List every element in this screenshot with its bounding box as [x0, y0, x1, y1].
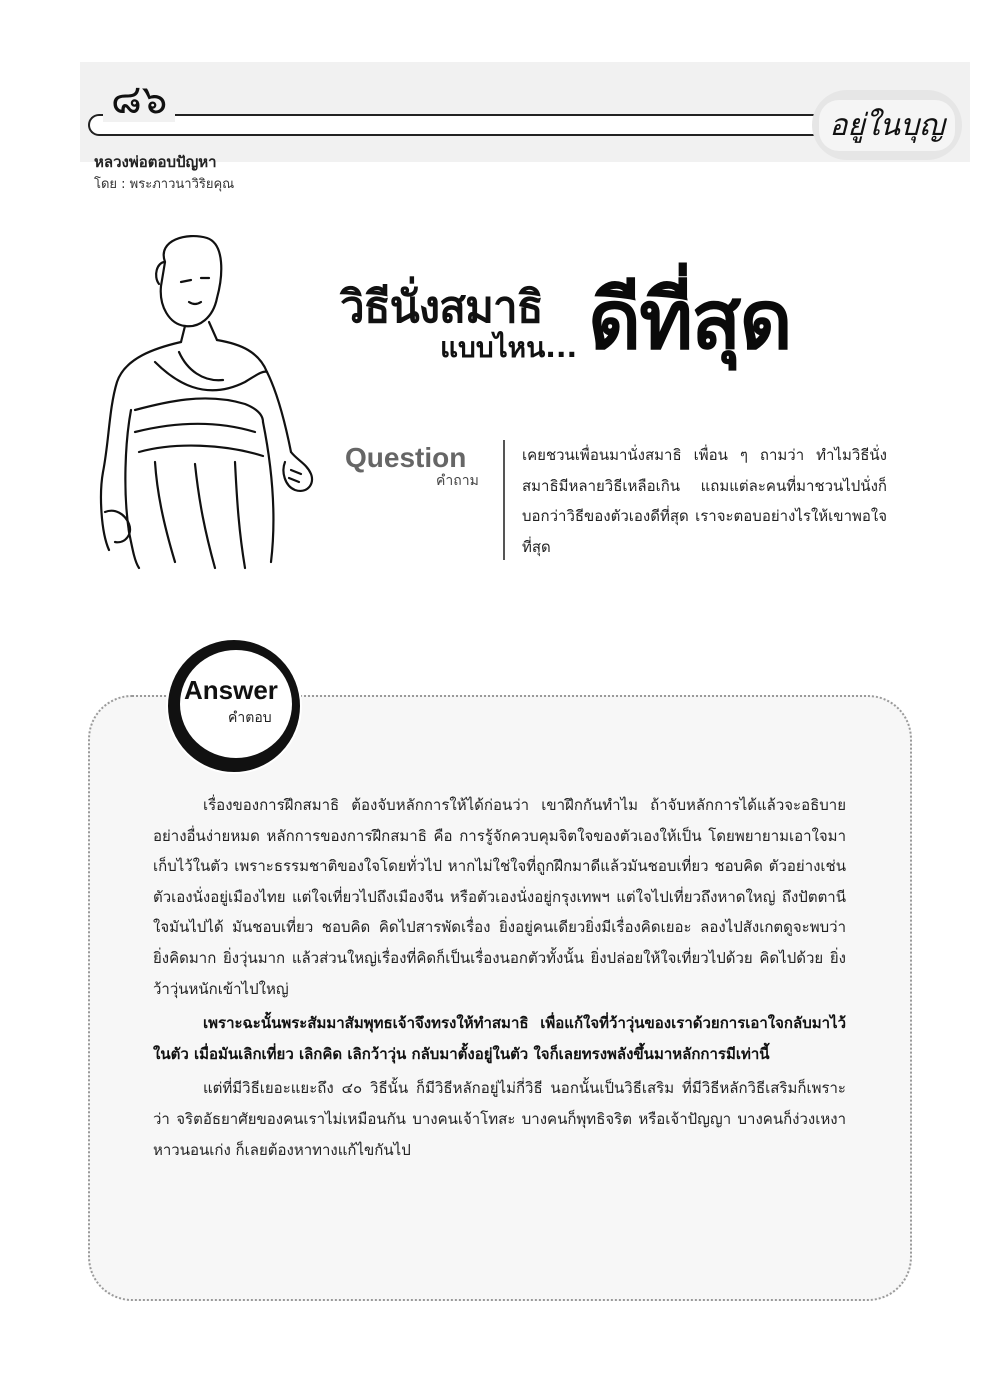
- headline-emphasis: ดีที่สุด: [588, 273, 791, 368]
- answer-paragraph: แต่ที่มีวิธีเยอะแยะถึง ๔๐ วิธีนั้น ก็มีวิธีหลักอยู่ไม่กี่วิธี นอกนั้นเป็นวิธีเสริม ที่มีวิธีหลักวิธีเสริมก็เพราะว่า จริตอัธยาศัยของคนเราไม่เหมือนกัน บางคนเจ้าโทสะ บางคนก็พุทธิจริต หรือเจ้าปัญญา บางคนก็ง่วงเหงาหาวนอนเก่ง ก็เลยต้องหาทางแก้ไขกันไป: [153, 1079, 846, 1159]
- answer-paragraph: เรื่องของการฝึกสมาธิ ต้องจับหลักการให้ได้ก่อนว่า เขาฝึกกันทำไม ถ้าจับหลักการได้แล้วจะอธิบายอย่างอื่นง่ายหมด หลักการของการฝึกสมาธิ คือ การรู้จักควบคุมจิตใจของตัวเองให้เป็น โดยพยายามเอาใจมาเก็บไว้ในตัว เพราะธรรมชาติของใจโดยทั่วไป หากไม่ใช่ใจที่ถูกฝึกมาดีแล้วมันชอบเที่ยว ชอบคิด ตัวอย่างเช่น ตัวเองนั่งอยู่เมืองไทย แต่ใจเที่ยวไปถึงเมืองจีน หรือตัวเองนั่งอยู่กรุงเทพฯ แต่ใจไปเที่ยวถึงหาดใหญ่ ถึงปัตตานี ใจมันไปได้ มันชอบเที่ยว ชอบคิด คิดไปสารพัดเรื่อง ยิ่งอยู่คนเดียวยิ่งมีเรื่องคิดเยอะ ลองไปสังเกตดูจะพบว่า ยิ่งคิดมาก ยิ่งวุ่นมาก แล้วส่วนใหญ่เรื่องที่คิดก็เป็นเรื่องนอกตัวทั้งนั้น ยิ่งปล่อยให้ใจเที่ยวไปด้วย คิดไปด้วย ยิ่งว้าวุ่นหนักเข้าไปใหญ่: [153, 796, 846, 998]
- question-divider: [503, 440, 505, 560]
- question-label: Question: [345, 442, 467, 473]
- answer-paragraph-bold: เพราะฉะนั้นพระสัมมาสัมพุทธเจ้าจึงทรงให้ทำสมาธิ เพื่อแก้ใจที่ว้าวุ่นของเราด้วยการเอาใจกลับมาไว้ในตัว เมื่อมันเลิกเที่ยว เลิกคิด เลิกว้าวุ่น กลับมาตั้งอยู่ในตัว ใจก็เลยทรงพลังขึ้นมาหลักการมีเท่านี้: [153, 1014, 846, 1063]
- question-text: เคยชวนเพื่อนมานั่งสมาธิ เพื่อน ๆ ถามว่า ทำไมวิธีนั่งสมาธิมีหลายวิธีเหลือเกิน แถมแต่ละคนที่มาชวนไปนั่งก็บอกว่าวิธีของตัวเองดีที่สุด เราจะตอบอย่างไรให้เขาพอใจที่สุด: [522, 446, 887, 556]
- headline-line-1: วิธีนั่งสมาธิ: [340, 282, 543, 333]
- byline: โดย : พระภาวนาวิริยคุณ: [94, 177, 235, 192]
- header-rule: [88, 114, 825, 136]
- magazine-logo: [812, 90, 962, 160]
- answer-body: [153, 790, 846, 1169]
- headline-line-2: แบบไหน...: [440, 331, 578, 364]
- answer-label: Answer: [184, 675, 278, 705]
- answer-badge: [166, 638, 302, 774]
- answer-sublabel: คำตอบ: [228, 710, 272, 726]
- page-number: ๘๖: [103, 78, 175, 122]
- monk-illustration: [95, 232, 325, 572]
- section-title: หลวงพ่อตอบปัญหา: [94, 153, 217, 171]
- question-sublabel: คำถาม: [436, 473, 479, 489]
- logo-text: อยู่ในบุญ: [819, 100, 954, 151]
